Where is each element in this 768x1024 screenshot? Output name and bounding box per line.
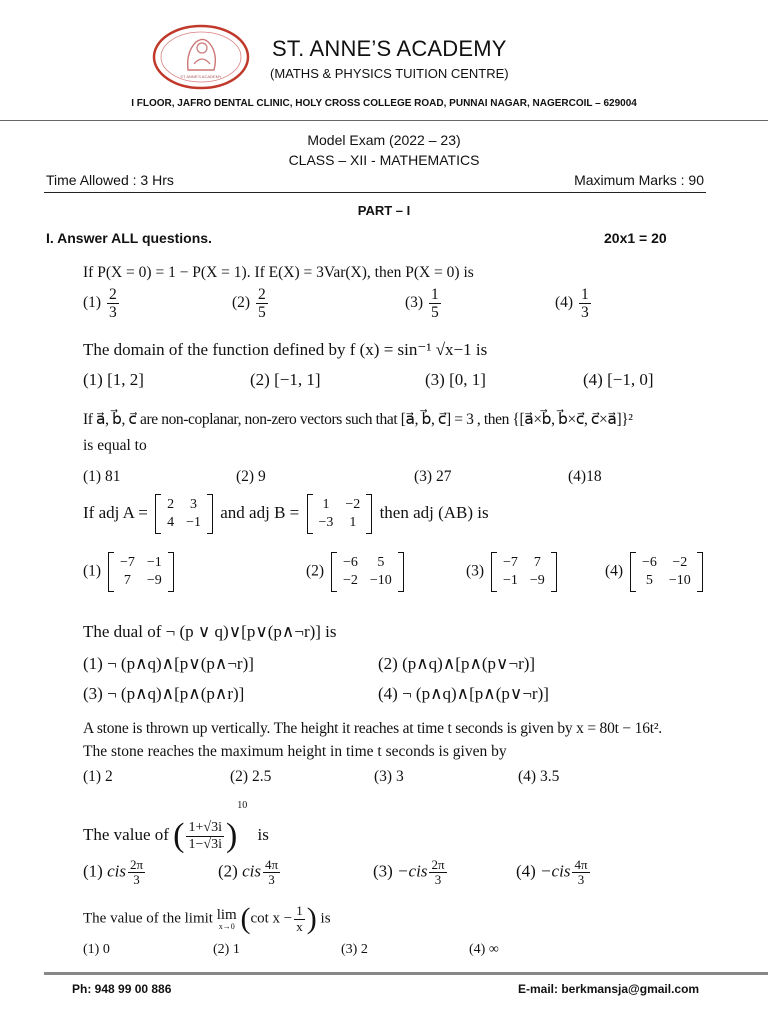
q4-option-1 xyxy=(83,552,177,592)
denominator: 3 xyxy=(268,872,275,888)
option-label: (3) xyxy=(466,562,485,580)
part-heading: PART – I xyxy=(357,203,411,218)
q2-option-4: (4) [−1, 0] xyxy=(583,370,654,389)
q6-option-2: (2) 2.5 xyxy=(230,768,272,785)
cis: −cis xyxy=(540,861,571,881)
right-paren: ) xyxy=(306,902,317,935)
numerator: 1 xyxy=(580,286,589,303)
q3-option-2: (2) 9 xyxy=(236,468,266,485)
limit-subscript: x→0 xyxy=(218,921,235,931)
numerator: 4π xyxy=(264,857,279,872)
q4-option-2 xyxy=(306,552,407,592)
cis: cis xyxy=(107,861,126,881)
q1-option-1 xyxy=(83,286,121,321)
question-1: If P(X = 0) = 1 − P(X = 1). If E(X) = 3Var(X), then P(X = 0) is xyxy=(83,264,474,281)
numerator: 2 xyxy=(257,286,266,303)
question-2: The domain of the function defined by f (x) = sin⁻¹ √x−1 is xyxy=(83,340,488,359)
question-5: The dual of ¬ (p ∨ q)∨[p∨(p∧¬r)] is xyxy=(83,622,337,641)
q5-option-3: (3) ¬ (p∧q)∧[p∧(p∧r)] xyxy=(83,684,245,703)
academy-address: I FLOOR, JAFRO DENTAL CLINIC, HOLY CROSS COLLEGE ROAD, PUNNAI NAGAR, NAGERCOIL – 629004 xyxy=(131,98,637,109)
q2-option-1: (1) [1, 2] xyxy=(83,370,144,389)
numerator: 1 xyxy=(430,286,439,303)
fraction xyxy=(128,858,145,888)
question-4 xyxy=(83,494,489,534)
fraction xyxy=(263,858,280,888)
question-3-cont: is equal to xyxy=(83,437,147,454)
denominator: 1−√3i xyxy=(188,836,222,852)
cell: −2 xyxy=(342,573,358,588)
cell: −6 xyxy=(342,555,358,570)
numerator: 4π xyxy=(574,857,588,872)
info-divider xyxy=(44,192,706,193)
fraction xyxy=(572,858,589,888)
cell: 1 xyxy=(322,497,330,512)
cell: −7 xyxy=(502,555,518,570)
q8-suffix: is xyxy=(320,910,331,927)
cis: cis xyxy=(242,861,261,881)
cell: −2 xyxy=(672,555,688,570)
option-label: (4) xyxy=(605,562,624,580)
denominator: 3 xyxy=(133,872,140,888)
exponent: 10 xyxy=(237,800,248,811)
q8-option-1: (1) 0 xyxy=(83,942,110,957)
q5-option-2: (2) (p∧q)∧[p∧(p∨¬r)] xyxy=(378,654,536,673)
matrix xyxy=(331,552,404,592)
q2-option-2: (2) [−1, 1] xyxy=(250,370,321,389)
q7-suffix: is xyxy=(257,825,269,844)
option-label: (1) xyxy=(83,294,102,312)
fraction xyxy=(294,904,305,934)
cell: −1 xyxy=(502,573,518,588)
matrix xyxy=(630,552,703,592)
q4-if: If adj A = xyxy=(83,502,148,522)
option-label: (2) xyxy=(306,562,325,580)
right-paren: ) xyxy=(225,817,238,855)
question-3: If a⃗, b⃗, c⃗ are non-coplanar, non-zero vectors such that [a⃗, b⃗, c⃗] = 3 , then {[a⃗×b⃗, b⃗×c⃗, c⃗×a⃗]}² xyxy=(83,411,633,428)
academy-subtitle: (MATHS & PHYSICS TUITION CENTRE) xyxy=(270,66,509,81)
question-6-cont: The stone reaches the maximum height in time t seconds is given by xyxy=(83,743,507,760)
cell: −1 xyxy=(186,515,201,530)
denominator: 5 xyxy=(257,304,266,322)
question-6: A stone is thrown up vertically. The height it reaches at time t seconds is given by x = 80t − 16t². xyxy=(83,720,662,737)
q3-option-1: (1) 81 xyxy=(83,468,121,485)
limit-expression: cot x − xyxy=(250,910,293,927)
q1-option-3 xyxy=(405,286,443,321)
left-paren: ( xyxy=(173,817,185,855)
limit xyxy=(217,908,237,931)
q3-option-4: (4)18 xyxy=(568,468,602,485)
q4-and: and adj B = xyxy=(220,502,300,522)
fraction xyxy=(107,286,119,321)
option-label: (4) xyxy=(516,861,536,881)
instruction: I. Answer ALL questions. xyxy=(46,230,212,246)
q6-option-4: (4) 3.5 xyxy=(518,768,560,785)
cell: 5 xyxy=(377,555,385,570)
maximum-marks: Maximum Marks : 90 xyxy=(574,172,704,188)
q7-prefix: The value of xyxy=(83,825,169,844)
q7-option-1 xyxy=(83,858,147,888)
cell: −7 xyxy=(119,555,135,570)
option-label: (2) xyxy=(232,294,251,312)
left-paren: ( xyxy=(240,902,251,935)
q1-option-2 xyxy=(232,286,270,321)
cell: 4 xyxy=(167,515,175,530)
fraction xyxy=(256,286,268,321)
academy-title: ST. ANNE’S ACADEMY xyxy=(272,36,507,61)
svg-text:ST ANNE'S ACADEMY: ST ANNE'S ACADEMY xyxy=(180,74,222,79)
denominator: 3 xyxy=(580,304,589,322)
exam-class: CLASS – XII - MATHEMATICS xyxy=(288,152,480,168)
cell: 7 xyxy=(123,573,131,588)
footer-email[interactable]: E-mail: berkmansja@gmail.com xyxy=(518,982,700,996)
matrix xyxy=(491,552,557,592)
fraction xyxy=(186,820,223,852)
academy-logo xyxy=(152,24,250,90)
cell: −10 xyxy=(369,573,392,588)
cell: −1 xyxy=(146,555,162,570)
matrix-adj-a xyxy=(155,494,213,534)
option-label: (1) xyxy=(83,861,103,881)
numerator: 2π xyxy=(431,857,445,872)
cell: −9 xyxy=(529,573,545,588)
numerator: 2 xyxy=(108,286,117,303)
question-8 xyxy=(83,902,331,936)
cell: 5 xyxy=(645,573,653,588)
denominator: 3 xyxy=(577,872,585,888)
option-label: (4) xyxy=(555,294,574,312)
numerator: 2π xyxy=(129,857,144,872)
fraction xyxy=(429,286,441,321)
option-label: (3) xyxy=(405,294,424,312)
denominator: 3 xyxy=(434,872,442,888)
footer-divider xyxy=(44,972,768,975)
q4-option-4 xyxy=(605,552,706,592)
q8-prefix: The value of the limit xyxy=(83,910,213,927)
q7-option-2 xyxy=(218,858,282,888)
q6-option-1: (1) 2 xyxy=(83,768,113,785)
limit-word: lim xyxy=(216,906,237,923)
q8-option-2: (2) 1 xyxy=(213,942,240,957)
denominator: x xyxy=(296,918,303,934)
q6-option-3: (3) 3 xyxy=(374,768,404,785)
time-allowed: Time Allowed : 3 Hrs xyxy=(46,172,174,188)
footer-phone: Ph: 948 99 00 886 xyxy=(72,982,172,996)
cis: −cis xyxy=(397,861,428,881)
matrix-adj-b xyxy=(307,494,373,534)
q7-option-3 xyxy=(373,858,449,888)
q2-option-3: (3) [0, 1] xyxy=(425,370,486,389)
q5-option-4: (4) ¬ (p∧q)∧[p∧(p∨¬r)] xyxy=(378,684,549,703)
denominator: 3 xyxy=(108,304,117,322)
denominator: 5 xyxy=(430,304,439,322)
question-7 xyxy=(83,800,269,855)
q5-option-1: (1) ¬ (p∧q)∧[p∨(p∧¬r)] xyxy=(83,654,254,673)
q4-option-3 xyxy=(466,552,560,592)
q4-then: then adj (AB) is xyxy=(379,502,489,522)
q8-option-4: (4) ∞ xyxy=(469,942,499,957)
fraction xyxy=(429,858,446,888)
numerator: 1+√3i xyxy=(188,820,222,836)
exam-name: Model Exam (2022 – 23) xyxy=(307,132,461,148)
section-score: 20x1 = 20 xyxy=(604,230,667,246)
option-label: (3) xyxy=(373,861,393,881)
cell: 3 xyxy=(190,497,198,512)
cell: −9 xyxy=(146,573,162,588)
header-divider xyxy=(0,120,768,121)
numerator: 1 xyxy=(296,903,303,919)
q1-option-4 xyxy=(555,286,593,321)
cell: −3 xyxy=(318,515,334,530)
fraction xyxy=(579,286,591,321)
q3-option-3: (3) 27 xyxy=(414,468,452,485)
cell: −2 xyxy=(345,497,361,512)
q7-option-4 xyxy=(516,858,592,888)
matrix xyxy=(108,552,174,592)
option-label: (1) xyxy=(83,562,102,580)
q8-option-3: (3) 2 xyxy=(341,942,368,957)
cell: −10 xyxy=(668,573,691,588)
cell: 7 xyxy=(533,555,541,570)
option-label: (2) xyxy=(218,861,238,881)
cell: 2 xyxy=(167,497,175,512)
cell: −6 xyxy=(641,555,657,570)
cell: 1 xyxy=(349,515,357,530)
